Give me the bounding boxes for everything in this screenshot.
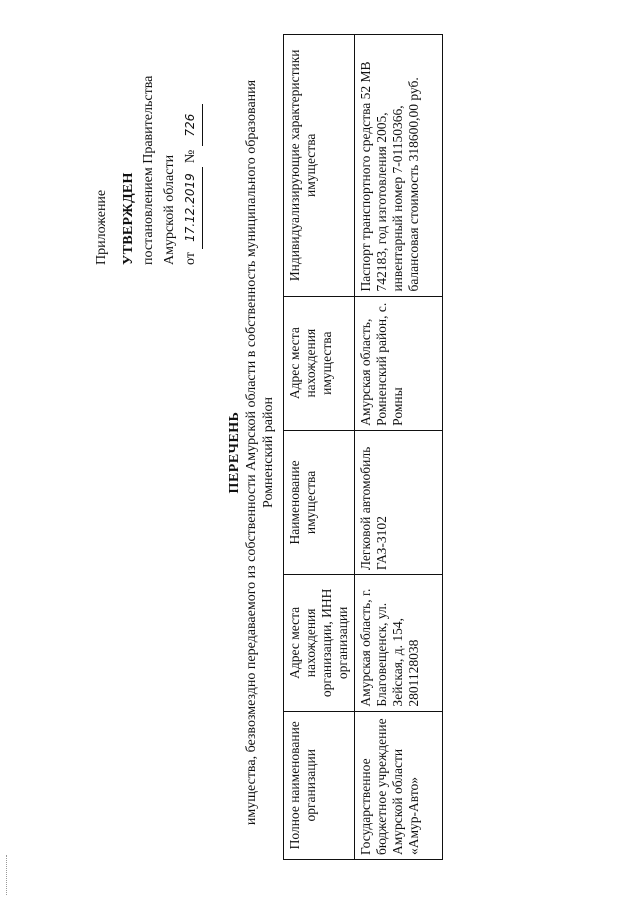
table-row <box>355 35 443 860</box>
approved-authority-line: Амурской области <box>161 154 177 265</box>
title-heading: ПЕРЕЧЕНЬ <box>227 411 242 494</box>
header-property-name: Наименование имущества <box>284 430 355 574</box>
date-value: 17.12.2019 <box>183 173 197 242</box>
scan-edge-marks <box>6 855 9 895</box>
header-org-name: Полное наименование организации <box>284 711 355 859</box>
cell-org-name: Государственное бюджетное учреждение Амурской области «Амур-Авто» <box>355 711 443 859</box>
appendix-block <box>92 76 203 265</box>
number-prefix: № <box>183 149 198 164</box>
cell-org-address: Амурская область, г. Благовещенск, ул. Зейская, д. 154, 2801128038 <box>355 575 443 711</box>
approved-stamp: УТВЕРЖДЕН <box>120 172 136 265</box>
cell-property-characteristics: Паспорт транспортного средства 52 МВ 742183, год изготовления 2005, инвентарный номер 7-01150366, балансовая стоимость 318600,00 руб. <box>355 35 443 297</box>
cell-property-address: Амурская область, Ромненский район, с. Ромны <box>355 296 443 430</box>
date-field <box>180 167 203 249</box>
header-property-characteristics: Индивидуализирующие характеристики имущества <box>284 35 355 297</box>
document-title <box>226 0 277 905</box>
date-prefix: от <box>183 252 198 265</box>
table-header-row <box>284 35 355 860</box>
approved-by-line: постановлением Правительства <box>141 75 156 265</box>
appendix-label: Приложение <box>94 189 109 265</box>
property-table <box>283 34 443 860</box>
header-org-address: Адрес места нахождения организации, ИНН организации <box>284 575 355 711</box>
title-line-1: имущества, безвозмездно передаваемого из собственности Амурской области в собственность муниципального образования <box>244 79 259 826</box>
date-number-line <box>180 76 203 265</box>
header-property-address: Адрес места нахождения имущества <box>284 296 355 430</box>
number-value: 726 <box>183 113 197 137</box>
title-line-2: Ромненский район <box>261 397 276 508</box>
number-field <box>180 104 203 146</box>
cell-property-name: Легковой автомобиль ГАЗ-3102 <box>355 430 443 574</box>
